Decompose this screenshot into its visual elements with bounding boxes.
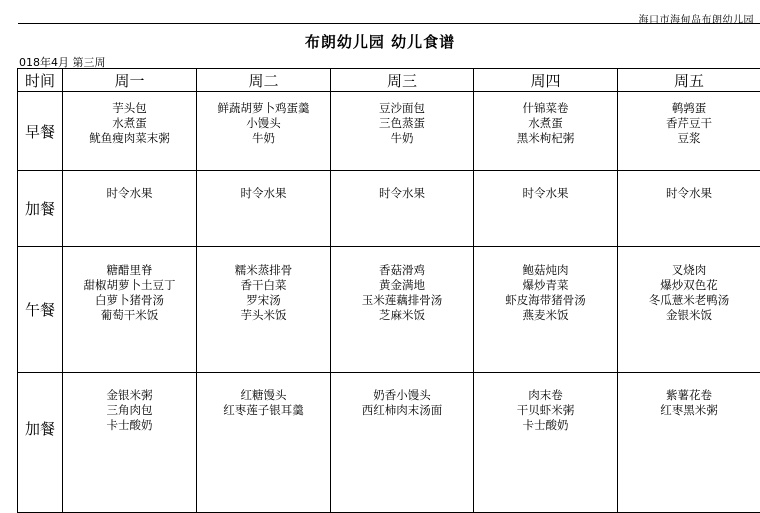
dish-item: 时令水果 [197, 186, 330, 201]
dish-item: 鹌鹑蛋 [618, 101, 760, 116]
dish-item: 奶香小馒头 [331, 388, 473, 403]
menu-cell-thu [474, 171, 618, 247]
menu-table [17, 68, 760, 513]
menu-cell-fri [618, 171, 760, 247]
dish-item: 糯米蒸排骨 [197, 263, 330, 278]
dish-item: 红糖馒头 [197, 388, 330, 403]
dish-item: 甜椒胡萝卜土豆丁 [63, 278, 196, 293]
dish-item: 鱿鱼瘦肉菜末粥 [63, 131, 196, 146]
dish-item: 糖醋里脊 [63, 263, 196, 278]
dish-item: 水煮蛋 [63, 116, 196, 131]
meal-label: 加餐 [18, 171, 63, 247]
dish-item: 芋头米饭 [197, 308, 330, 323]
dish-item: 时令水果 [618, 186, 760, 201]
dish-item: 爆炒青菜 [474, 278, 617, 293]
menu-cell-mon [63, 247, 197, 373]
school-name: 海口市海甸岛布朗幼儿园 [639, 11, 755, 26]
meal-label: 加餐 [18, 373, 63, 513]
menu-cell-thu [474, 373, 618, 513]
menu-cell-tue [197, 247, 331, 373]
dish-item: 罗宋汤 [197, 293, 330, 308]
menu-cell-wed [331, 247, 474, 373]
menu-cell-fri [618, 92, 760, 171]
menu-cell-thu [474, 92, 618, 171]
menu-cell-wed [331, 373, 474, 513]
menu-cell-mon [63, 171, 197, 247]
dish-item: 鲍菇炖肉 [474, 263, 617, 278]
menu-cell-mon [63, 373, 197, 513]
dish-item: 爆炒双色花 [618, 278, 760, 293]
menu-cell-mon [63, 92, 197, 171]
meal-label: 午餐 [18, 247, 63, 373]
dish-item: 牛奶 [331, 131, 473, 146]
dish-item: 肉末卷 [474, 388, 617, 403]
dish-item: 什锦菜卷 [474, 101, 617, 116]
dish-item: 冬瓜薏米老鸭汤 [618, 293, 760, 308]
dish-item: 时令水果 [331, 186, 473, 201]
dish-item: 豆浆 [618, 131, 760, 146]
dish-item: 叉烧肉 [618, 263, 760, 278]
day-header-tue: 周二 [197, 69, 331, 92]
header-row [18, 69, 760, 92]
morning-snack-row [18, 171, 760, 247]
menu-cell-wed [331, 92, 474, 171]
menu-cell-tue [197, 92, 331, 171]
dish-item: 白萝卜猪骨汤 [63, 293, 196, 308]
dish-item: 卡士酸奶 [474, 418, 617, 433]
dish-item: 鲜蔬胡萝卜鸡蛋羹 [197, 101, 330, 116]
dish-item: 干贝虾米粥 [474, 403, 617, 418]
dish-item: 时令水果 [63, 186, 196, 201]
dish-item: 红枣莲子银耳羹 [197, 403, 330, 418]
menu-cell-wed [331, 171, 474, 247]
day-header-wed: 周三 [331, 69, 474, 92]
afternoon-snack-row [18, 373, 760, 513]
dish-item: 卡士酸奶 [63, 418, 196, 433]
dish-item: 香芹豆干 [618, 116, 760, 131]
dish-item: 芋头包 [63, 101, 196, 116]
dish-item: 玉米莲藕排骨汤 [331, 293, 473, 308]
dish-item: 小馒头 [197, 116, 330, 131]
dish-item: 三角肉包 [63, 403, 196, 418]
day-header-fri: 周五 [618, 69, 760, 92]
dish-item: 芝麻米饭 [331, 308, 473, 323]
corner-header: 时间 [18, 69, 63, 92]
dish-item: 金银米饭 [618, 308, 760, 323]
breakfast-row [18, 92, 760, 171]
week-label: 018年4月 第三周 [19, 54, 106, 70]
dish-item: 金银米粥 [63, 388, 196, 403]
dish-item: 香菇滑鸡 [331, 263, 473, 278]
day-header-thu: 周四 [474, 69, 618, 92]
dish-item: 三色蒸蛋 [331, 116, 473, 131]
dish-item: 黄金满地 [331, 278, 473, 293]
dish-item: 西红柿肉末汤面 [331, 403, 473, 418]
dish-item: 红枣黑米粥 [618, 403, 760, 418]
menu-cell-fri [618, 247, 760, 373]
dish-item: 葡萄干米饭 [63, 308, 196, 323]
menu-cell-thu [474, 247, 618, 373]
dish-item: 虾皮海带猪骨汤 [474, 293, 617, 308]
menu-cell-fri [618, 373, 760, 513]
dish-item: 燕麦米饭 [474, 308, 617, 323]
dish-item: 水煮蛋 [474, 116, 617, 131]
page-title: 布朗幼儿园 幼儿食谱 [0, 31, 760, 52]
dish-item: 牛奶 [197, 131, 330, 146]
dish-item: 豆沙面包 [331, 101, 473, 116]
dish-item: 香干白菜 [197, 278, 330, 293]
day-header-mon: 周一 [63, 69, 197, 92]
lunch-row [18, 247, 760, 373]
meal-label: 早餐 [18, 92, 63, 171]
menu-cell-tue [197, 373, 331, 513]
dish-item: 紫薯花卷 [618, 388, 760, 403]
menu-cell-tue [197, 171, 331, 247]
dish-item: 时令水果 [474, 186, 617, 201]
dish-item: 黑米枸杞粥 [474, 131, 617, 146]
